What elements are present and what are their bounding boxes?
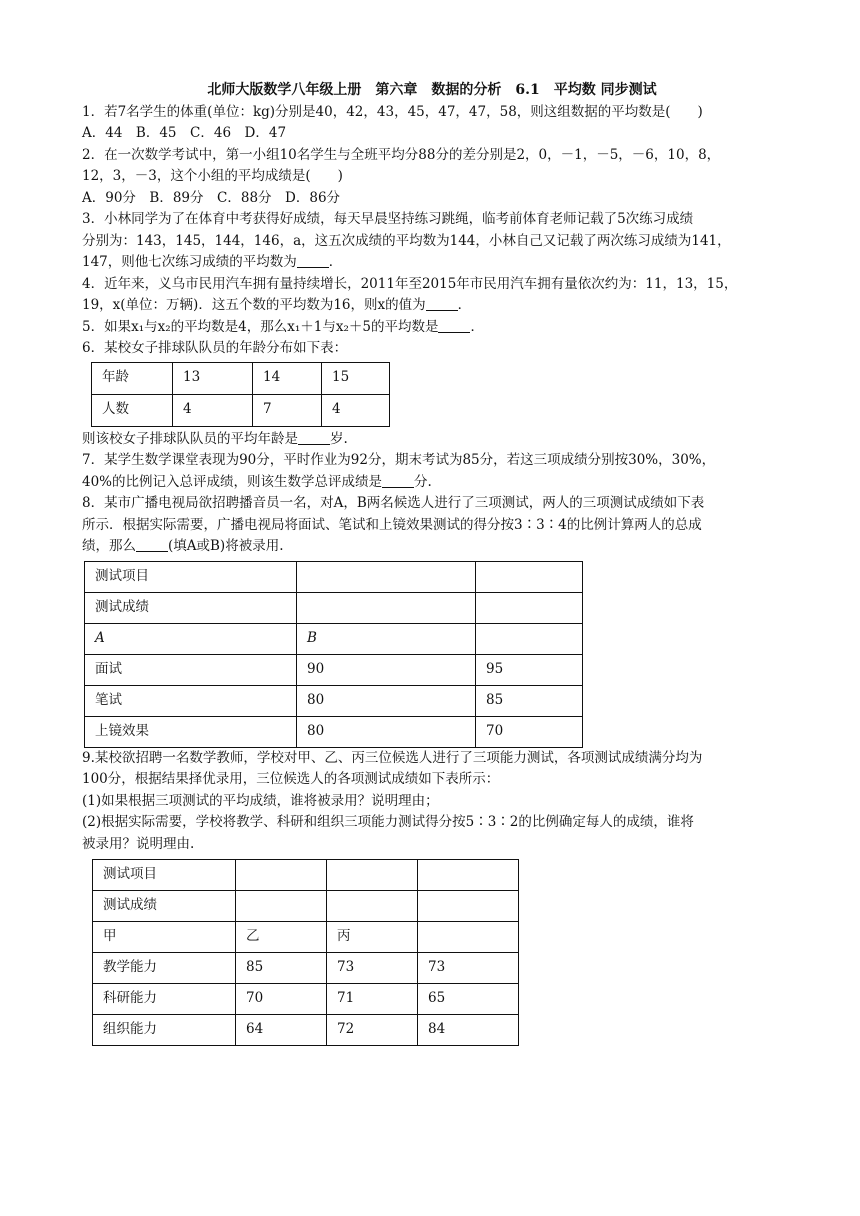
table-row bbox=[92, 362, 390, 394]
table-cell: 乙 bbox=[236, 922, 327, 953]
q9-sub2-line1: (2)根据实际需要，学校将教学、科研和组织三项能力测试得分按5∶3∶2的比例确定每人的成绩，谁将 bbox=[82, 814, 694, 830]
table-row bbox=[85, 561, 583, 592]
table-cell: 测试项目 bbox=[85, 561, 297, 592]
table-cell bbox=[297, 592, 476, 623]
table-cell: 73 bbox=[418, 953, 519, 984]
q3-line1: 3．小林同学为了在体育中考获得好成绩，每天早晨坚持练习跳绳，临考前体育老师记载了5次练习成绩 bbox=[82, 211, 694, 227]
table-row bbox=[85, 623, 583, 654]
table-cell: 教学能力 bbox=[93, 953, 236, 984]
table-row bbox=[93, 891, 519, 922]
table-cell: 73 bbox=[327, 953, 418, 984]
q1-text: 1．若7名学生的体重(单位：kg)分别是40，42，43，45，47，47，58，则这组数据的平均数是( ) bbox=[82, 103, 703, 120]
q8-line3 bbox=[82, 536, 782, 558]
q7-line2-text: 40%的比例记入总评成绩，则该生数学总评成绩是 bbox=[82, 473, 383, 490]
table-cell: 72 bbox=[327, 1015, 418, 1046]
table-row bbox=[93, 1015, 519, 1046]
table-cell: 85 bbox=[476, 685, 583, 716]
table-cell: 70 bbox=[476, 716, 583, 747]
answer-blank[interactable] bbox=[136, 537, 168, 552]
q6-after bbox=[82, 429, 782, 451]
table-row bbox=[92, 394, 390, 426]
table-cell: 64 bbox=[236, 1015, 327, 1046]
table-cell: 甲 bbox=[93, 922, 236, 953]
table-cell: B bbox=[297, 623, 476, 654]
table-cell: 95 bbox=[476, 654, 583, 685]
table-cell bbox=[476, 592, 583, 623]
q7-line2 bbox=[82, 472, 782, 494]
q2-line2: 12，3，－3，这个小组的平均成绩是( ) bbox=[82, 168, 343, 184]
table-row bbox=[85, 654, 583, 685]
q9-line2: 100分，根据结果择优录用，三位候选人的各项测试成绩如下表所示： bbox=[82, 771, 500, 787]
q8-line3-text: 绩，那么 bbox=[82, 538, 136, 554]
table-cell bbox=[236, 860, 327, 891]
table-cell: 面试 bbox=[85, 654, 297, 685]
table-cell: 测试成绩 bbox=[93, 891, 236, 922]
table-cell: 测试成绩 bbox=[85, 592, 297, 623]
table-cell bbox=[236, 891, 327, 922]
worksheet-title: 北师大版数学八年级上册 第六章 数据的分析 6.1 平均数 同步测试 bbox=[207, 82, 657, 98]
q4-line2-text: 19，x(单位：万辆)．这五个数的平均数为16，则x的值为 bbox=[82, 297, 426, 313]
q8-line1: 8．某市广播电视局欲招聘播音员一名，对A，B两名候选人进行了三项测试，两人的三项测试成绩如下表 bbox=[82, 495, 705, 511]
q2-line1: 2．在一次数学考试中，第一小组10名学生与全班平均分88分的差分别是2，0，－1，－5，－6，10，8， bbox=[82, 146, 721, 163]
table-cell: 80 bbox=[297, 716, 476, 747]
table-cell: 丙 bbox=[327, 922, 418, 953]
q6-age-table bbox=[91, 362, 390, 427]
q4-line2 bbox=[82, 295, 782, 317]
q6-after-end: 岁. bbox=[330, 430, 348, 447]
table-cell: 人数 bbox=[92, 394, 173, 426]
worksheet bbox=[82, 80, 782, 1046]
table-cell: 测试项目 bbox=[93, 860, 236, 891]
q3-line3-text: 147，则他七次练习成绩的平均数为 bbox=[82, 254, 297, 270]
table-cell bbox=[476, 561, 583, 592]
table-cell bbox=[327, 891, 418, 922]
table-cell: 4 bbox=[322, 394, 390, 426]
table-cell: 84 bbox=[418, 1015, 519, 1046]
table-cell: 年龄 bbox=[92, 362, 173, 394]
q4-line2-end: ． bbox=[457, 297, 472, 313]
table-row bbox=[85, 716, 583, 747]
table-cell bbox=[297, 561, 476, 592]
table-cell: 上镜效果 bbox=[85, 716, 297, 747]
table-cell: 科研能力 bbox=[93, 984, 236, 1015]
table-cell: 65 bbox=[418, 984, 519, 1015]
table-cell: 71 bbox=[327, 984, 418, 1015]
table-row bbox=[93, 953, 519, 984]
q7-line1: 7．某学生数学课堂表现为90分，平时作业为92分，期末考试为85分，若这三项成绩分别按30%，30%， bbox=[82, 452, 716, 468]
table-cell: 组织能力 bbox=[93, 1015, 236, 1046]
table-cell: A bbox=[85, 623, 297, 654]
table-row bbox=[85, 592, 583, 623]
table-cell bbox=[418, 922, 519, 953]
table-cell: 7 bbox=[253, 394, 322, 426]
table-cell: 14 bbox=[253, 362, 322, 394]
answer-blank[interactable] bbox=[382, 473, 414, 488]
q3-line2: 分别为：143，145，144，146，a，这五次成绩的平均数为144，小林自己又记载了两次练习成绩为141， bbox=[82, 232, 731, 249]
q9-score-table bbox=[92, 859, 519, 1046]
table-cell: 4 bbox=[173, 394, 253, 426]
table-row bbox=[93, 984, 519, 1015]
q6-after-text: 则该校女子排球队队员的平均年龄是 bbox=[82, 430, 298, 447]
q5-text bbox=[82, 317, 782, 339]
table-cell: 80 bbox=[297, 685, 476, 716]
answer-blank[interactable] bbox=[297, 253, 329, 268]
table-row bbox=[85, 685, 583, 716]
table-cell: 笔试 bbox=[85, 685, 297, 716]
q2-options: A．90分 B．89分 C．88分 D．86分 bbox=[82, 189, 341, 206]
q8-score-table bbox=[84, 561, 583, 748]
q3-line3 bbox=[82, 252, 782, 274]
q1-options: A．44 B．45 C．46 D．47 bbox=[82, 125, 287, 141]
answer-blank[interactable] bbox=[426, 296, 458, 311]
table-cell: 85 bbox=[236, 953, 327, 984]
q6-intro: 6．某校女子排球队队员的年龄分布如下表： bbox=[82, 340, 348, 356]
q3-line3-end: ． bbox=[328, 254, 343, 270]
q8-line2: 所示．根据实际需要，广播电视局将面试、笔试和上镜效果测试的得分按3∶3∶4的比例计算两人的总成 bbox=[82, 516, 702, 533]
q8-line3-end: (填A或B)将被录用. bbox=[168, 538, 284, 554]
table-cell: 90 bbox=[297, 654, 476, 685]
q5-text-end: ． bbox=[470, 318, 484, 335]
q9-sub1: (1)如果根据三项测试的平均成绩，谁将被录用？说明理由； bbox=[82, 792, 439, 809]
q7-line2-end: 分. bbox=[414, 473, 432, 490]
table-row bbox=[93, 922, 519, 953]
table-cell bbox=[418, 891, 519, 922]
answer-blank[interactable] bbox=[298, 430, 330, 445]
q9-sub2-line2: 被录用？说明理由. bbox=[82, 835, 195, 852]
q9-line1: 9.某校欲招聘一名数学教师，学校对甲、乙、丙三位候选人进行了三项能力测试，各项测试成绩满分均为 bbox=[82, 749, 703, 766]
table-cell: 70 bbox=[236, 984, 327, 1015]
table-cell bbox=[327, 860, 418, 891]
table-cell bbox=[418, 860, 519, 891]
table-cell: 13 bbox=[173, 362, 253, 394]
table-row bbox=[93, 860, 519, 891]
answer-blank[interactable] bbox=[438, 318, 470, 333]
q4-line1: 4．近年来，义乌市民用汽车拥有量持续增长，2011年至2015年市民用汽车拥有量依次约为：11，13，15， bbox=[82, 275, 738, 292]
table-cell: 15 bbox=[322, 362, 390, 394]
q5-text-main: 5．如果x₁与x₂的平均数是4，那么x₁＋1与x₂＋5的平均数是 bbox=[82, 318, 439, 335]
table-cell bbox=[476, 623, 583, 654]
